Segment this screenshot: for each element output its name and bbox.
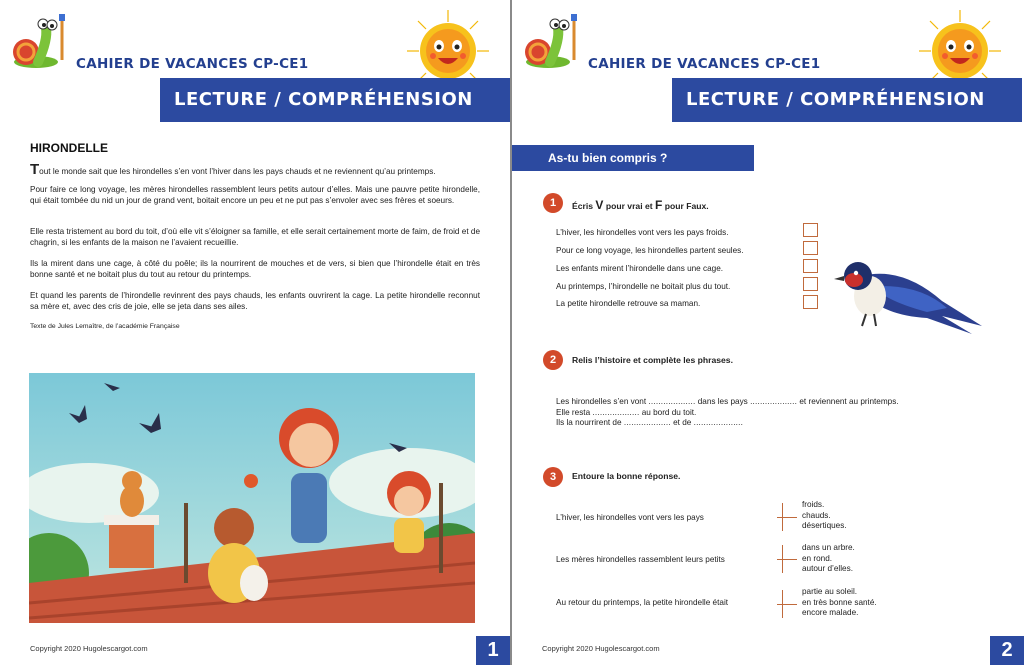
blank[interactable]: ................... (693, 418, 741, 427)
page-1 (0, 0, 510, 665)
true-false-statement: La petite hirondelle retrouve sa maman. (556, 299, 701, 308)
story-paragraph-3: Elle resta tristement au bord du toit, d’où elle vit s’éloigner sa famille, et elle serait certainement morte de faim, de froid et de chagrin, si les enfants de la maison ne l’avaient recueillie. (30, 227, 480, 247)
story-paragraph-4: Ils la mirent dans une cage, à côté du poêle; ils la nourrirent de mouches et de vers, si bien que l’hirondelle était en très bonne santé et ne boitait plus du tout au retour du printemps. (30, 259, 480, 279)
blank[interactable]: ................... (648, 397, 696, 406)
story-paragraph-1 (30, 161, 480, 178)
letter-f: F (655, 198, 663, 212)
choice-option[interactable]: en très bonne santé. (802, 597, 877, 607)
answer-box[interactable] (803, 223, 818, 237)
instruction-text: pour Faux. (662, 201, 709, 211)
section-banner: LECTURE / COMPRÉHENSION (160, 78, 510, 122)
snail-mascot-logo (6, 10, 70, 74)
page-2 (512, 0, 1024, 665)
letter-v: V (595, 198, 604, 212)
true-false-statement: Au printemps, l’hirondelle ne boitait plus du tout. (556, 282, 731, 291)
choice-option[interactable]: partie au soleil. (802, 587, 858, 596)
sentence-text: au bord du toit. (639, 407, 697, 417)
sentence-text: Les hirondelles s’en vont (556, 397, 649, 406)
workbook-title: CAHIER DE VACANCES CP-CE1 (76, 56, 309, 72)
copyright: Copyright 2020 Hugolescargot.com (542, 644, 660, 653)
instruction-text: Écris (572, 201, 596, 211)
answer-box[interactable] (803, 295, 818, 309)
snail-mascot-logo (518, 10, 582, 74)
story-paragraph-2: Pour faire ce long voyage, les mères hirondelles rassemblent leurs petits autour d’elles. Mais une pauvre petite hirondelle, qui était tombée du nid un jour de grand vent, boitait encore un peu et ne put pas s’envoler avec ses frères et soeurs. (30, 185, 480, 205)
exercise-3-number: 3 (543, 467, 563, 487)
bracket (782, 545, 798, 573)
sentence-3 (556, 418, 899, 429)
drop-cap: T (30, 161, 40, 178)
sentence-text: . (740, 418, 743, 427)
choice-option[interactable]: dans un arbre. (802, 543, 855, 552)
page-number: 2 (990, 636, 1024, 665)
sentence-text: Elle resta (556, 407, 593, 417)
choice-option[interactable]: chauds. (802, 510, 831, 520)
section-banner: LECTURE / COMPRÉHENSION (672, 78, 1022, 122)
sentence-text: dans les pays (695, 397, 751, 406)
section-heading: As-tu bien compris ? (512, 145, 754, 171)
bracket (782, 590, 798, 618)
blank[interactable]: ................... (592, 407, 640, 417)
sentence-2 (556, 408, 899, 419)
choice-option[interactable]: encore malade. (802, 608, 859, 617)
sentence-text: et de (670, 418, 694, 427)
exercise-3-instruction: Entoure la bonne réponse. (572, 471, 681, 481)
workbook-title: CAHIER DE VACANCES CP-CE1 (588, 56, 821, 72)
true-false-statement: L’hiver, les hirondelles vont vers les pays froids. (556, 228, 729, 237)
true-false-statement: Pour ce long voyage, les hirondelles partent seules. (556, 246, 744, 255)
page-number: 1 (476, 636, 510, 665)
story-source: Texte de Jules Lemaître, de l’académie Française (30, 323, 180, 330)
exercise-1-number: 1 (543, 193, 563, 213)
choice-stem: Au retour du printemps, la petite hirondelle était (556, 598, 729, 607)
sentence-1 (556, 397, 899, 408)
exercise-2-number: 2 (543, 350, 563, 370)
exercise-2-instruction: Relis l’histoire et complète les phrases. (572, 355, 733, 365)
paragraph-text: out le monde sait que les hirondelles s’en vont l’hiver dans les pays chauds et ne reviennent qu’au printemps. (39, 167, 436, 176)
choice-stem: L’hiver, les hirondelles vont vers les pays (556, 513, 704, 522)
choice-stem: Les mères hirondelles rassemblent leurs petits (556, 555, 725, 564)
children-rooftop-illustration (29, 373, 475, 623)
bracket (782, 503, 798, 531)
choice-option[interactable]: froids. (802, 500, 825, 509)
copyright: Copyright 2020 Hugolescargot.com (30, 644, 148, 653)
blank[interactable]: ................... (623, 418, 671, 427)
choice-option[interactable]: en rond. (802, 553, 833, 563)
choice-option[interactable]: désertiques. (802, 521, 847, 530)
choice-option[interactable]: autour d’elles. (802, 564, 853, 573)
fill-in-sentences (556, 397, 899, 429)
story-title: HIRONDELLE (30, 141, 108, 155)
choice-options (802, 543, 855, 575)
choice-options (802, 500, 847, 532)
answer-box[interactable] (803, 241, 818, 255)
blank[interactable]: ................... (750, 397, 798, 406)
story-paragraph-5: Et quand les parents de l’hirondelle revinrent des pays chauds, les enfants ouvrirent la cage. La petite hirondelle reconnut sa mère et, avec des cris de joie, elle se jeta dans ses ailes. (30, 291, 480, 311)
swallow-illustration (832, 246, 982, 334)
sentence-text: et reviennent au printemps. (797, 397, 899, 406)
choice-options (802, 587, 877, 619)
exercise-1-instruction (572, 198, 709, 212)
sentence-text: Ils la nourrirent de (556, 418, 624, 427)
true-false-statement: Les enfants mirent l’hirondelle dans une cage. (556, 264, 724, 273)
answer-box[interactable] (803, 259, 818, 273)
instruction-text: pour vrai et (603, 201, 656, 211)
answer-box[interactable] (803, 277, 818, 291)
